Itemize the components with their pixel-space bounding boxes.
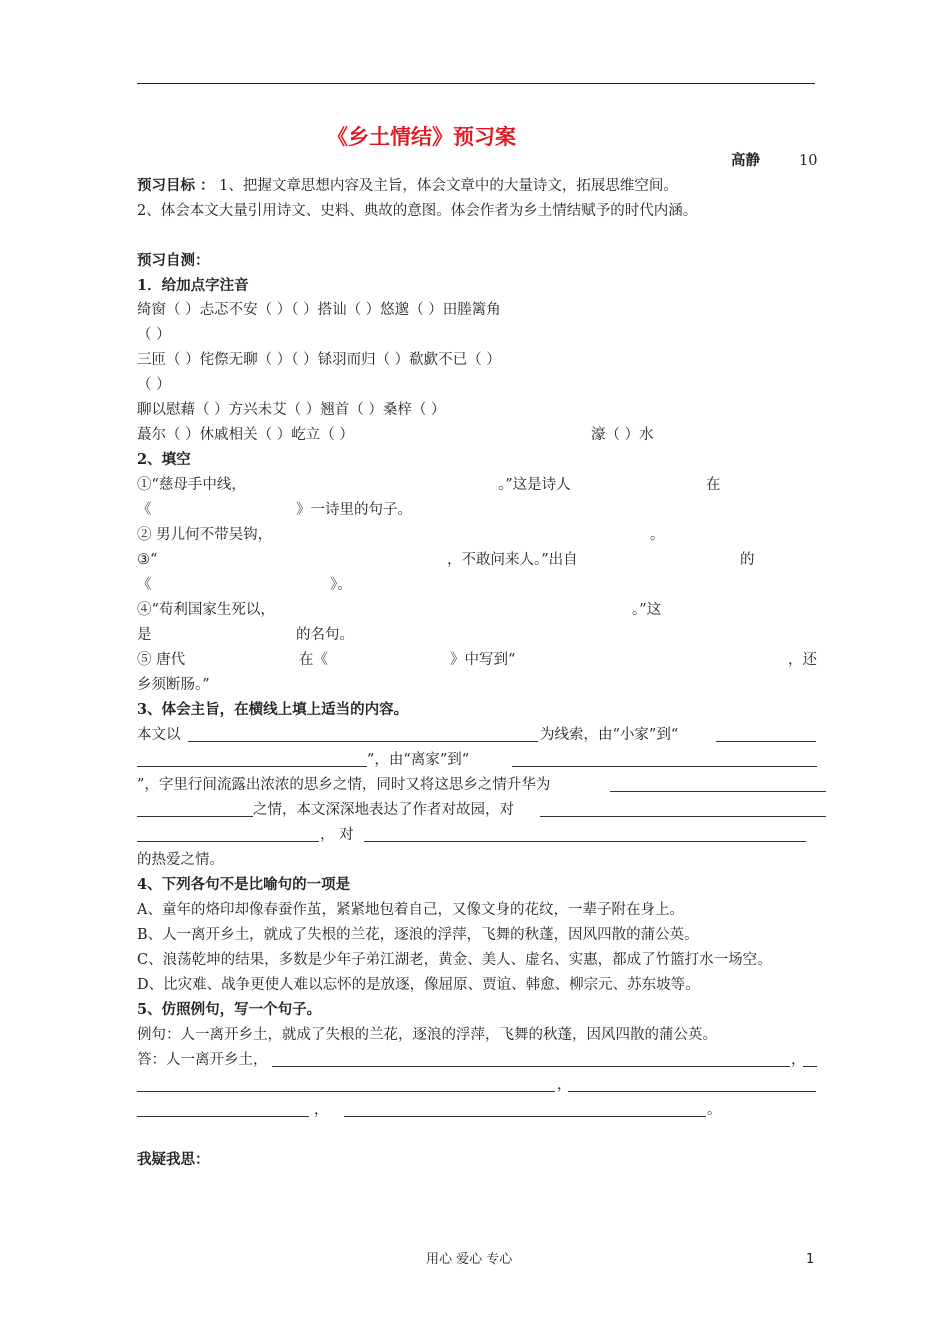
q3-line-d: 之情，本文深深地表达了作者对故园，对 (253, 802, 514, 818)
q2-item1c: 在 (706, 477, 721, 493)
q5-blank-3b (137, 1116, 309, 1117)
q1-row1b: （ ） (137, 327, 171, 343)
q5-comma-2: ， (557, 1077, 572, 1093)
q3-line-b: ”，由“离家”到“ (367, 752, 470, 768)
q5-title: 5、仿照例句，写一个句子。 (137, 1001, 322, 1018)
q2-item3c: 的 (740, 552, 755, 568)
q5-example: 例句：人一离开乡土，就成了失根的兰花，逐浪的浮萍，飞舞的秋蓬，因风四散的蒲公英。 (137, 1027, 717, 1043)
q3-line-a-start: 本文以 (137, 727, 181, 743)
q2-item4d: 的名句。 (296, 627, 354, 643)
q5-comma-1: ， (791, 1052, 806, 1068)
q1-row2: 三匝（ ）侘傺无聊（ ）（ ）铩羽而归（ ）欷歔不已（ ） (137, 352, 501, 368)
q1-title: 1．给加点字注音 (137, 277, 249, 294)
q3-blank-clue (188, 741, 538, 742)
q2-item2b: 。 (650, 527, 665, 543)
q2-item4b: 。”这 (632, 602, 662, 618)
q2-item5b: 在《 (299, 652, 328, 668)
q2-item1d: 《 (137, 502, 152, 518)
q5-blank-3a (568, 1091, 816, 1092)
q2-item3a: ③“ (137, 552, 158, 568)
q2-item4a: ④“苟利国家生死以， (137, 602, 275, 618)
q5-period: 。 (707, 1102, 722, 1118)
q4-option-c: C、浪荡乾坤的结果，多数是少年子弟江湖老，黄金、美人、虚名、实惠，都成了竹篮打水一场空。 (137, 952, 772, 968)
q2-item5e: 乡须断肠。” (137, 677, 210, 693)
q4-title: 4、下列各句不是比喻句的一项是 (137, 876, 351, 893)
q5-blank-2a (803, 1066, 817, 1067)
q3-blank-sublimate-1 (610, 791, 826, 792)
q3-line-e: ， 对 (320, 827, 354, 843)
objectives-label: 预习目标 ： (137, 177, 215, 194)
q3-blank-bigfamily-2 (137, 766, 367, 767)
q3-blank-return (512, 766, 817, 767)
q5-blank-1 (272, 1066, 790, 1067)
q3-blank-bigfamily-1 (716, 741, 816, 742)
q2-item5a: ⑤ 唐代 (137, 652, 186, 668)
q3-line-a-mid: 为线索，由“小家”到“ (540, 727, 679, 743)
objectives-line1 (137, 176, 678, 196)
q2-item1e: 》一诗里的句子。 (296, 502, 412, 518)
q3-line-c: ”，字里行间流露出浓浓的思乡之情，同时又将这思乡之情升华为 (137, 777, 551, 793)
q3-blank-sublimate-2 (137, 816, 253, 817)
q2-item1a: ①“慈母手中线， (137, 477, 246, 493)
q2-item3b: ，不敢问来人。”出自 (447, 552, 578, 568)
q2-item5d: ，还 (788, 652, 817, 668)
q2-item3d: 《 (137, 577, 152, 593)
q3-blank-object-1 (540, 816, 826, 817)
q1-row1: 绮窗（ ）忐忑不安（ ）（ ）搭讪（ ）悠邈（ ）田塍篱角 (137, 302, 501, 318)
q2-title: 2、填空 (137, 451, 191, 468)
q4-option-b: B、人一离开乡土，就成了失根的兰花，逐浪的浮萍，飞舞的秋蓬，因风四散的蒲公英。 (137, 927, 699, 943)
q5-blank-2b (137, 1091, 555, 1092)
class-number: 10 (799, 153, 818, 169)
selftest-label: 预习自测： (137, 252, 210, 269)
author-name: 高静 (731, 152, 760, 169)
q1-row4a: 蕞尔（ ）休戚相关（ ）屹立（ ） (137, 427, 354, 443)
q4-option-a: A、童年的烙印却像春蚕作茧，紧紧地包着自己，又像文身的花纹，一辈子附在身上。 (137, 902, 684, 918)
q3-title: 3、体会主旨，在横线上填上适当的内容。 (137, 701, 409, 718)
q2-item1b: 。”这是诗人 (498, 477, 571, 493)
q1-row3: 聊以慰藉（ ）方兴未艾（ ）翘首（ ）桑梓（ ） (137, 402, 446, 418)
q2-item5c: 》中写到“ (450, 652, 516, 668)
q4-option-d: D、比灾难、战争更使人难以忘怀的是放逐，像屈原、贾谊、韩愈、柳宗元、苏东坡等。 (137, 977, 700, 993)
q2-item4c: 是 (137, 627, 152, 643)
objective-2: 2、体会本文大量引用诗文、史料、典故的意图。体会作者为乡土情结赋予的时代内涵。 (137, 203, 698, 219)
q3-line-f: 的热爱之情。 (137, 852, 224, 868)
q3-blank-object-3 (364, 841, 806, 842)
q3-blank-object-2 (137, 841, 319, 842)
q1-row2b: （ ） (137, 377, 171, 393)
q5-comma-3: ， (314, 1102, 329, 1118)
objective-1: 1、把握文章思想内容及主旨，体会文章中的大量诗文，拓展思维空间。 (219, 178, 678, 194)
q5-blank-4 (344, 1116, 706, 1117)
page-number: 1 (806, 1252, 815, 1267)
doubt-label: 我疑我思： (137, 1151, 210, 1168)
footer-slogan: 用心 爱心 专心 (426, 1252, 513, 1267)
q2-item2a: ② 男儿何不带吴钩， (137, 527, 273, 543)
page-title: 《乡土情结》预习案 (327, 125, 516, 149)
header-rule (137, 83, 815, 84)
q5-answer-label: 答：人一离开乡土， (137, 1052, 268, 1068)
q1-row4b: 濠（ ）水 (591, 427, 654, 443)
q2-item3e: 》。 (330, 577, 352, 593)
